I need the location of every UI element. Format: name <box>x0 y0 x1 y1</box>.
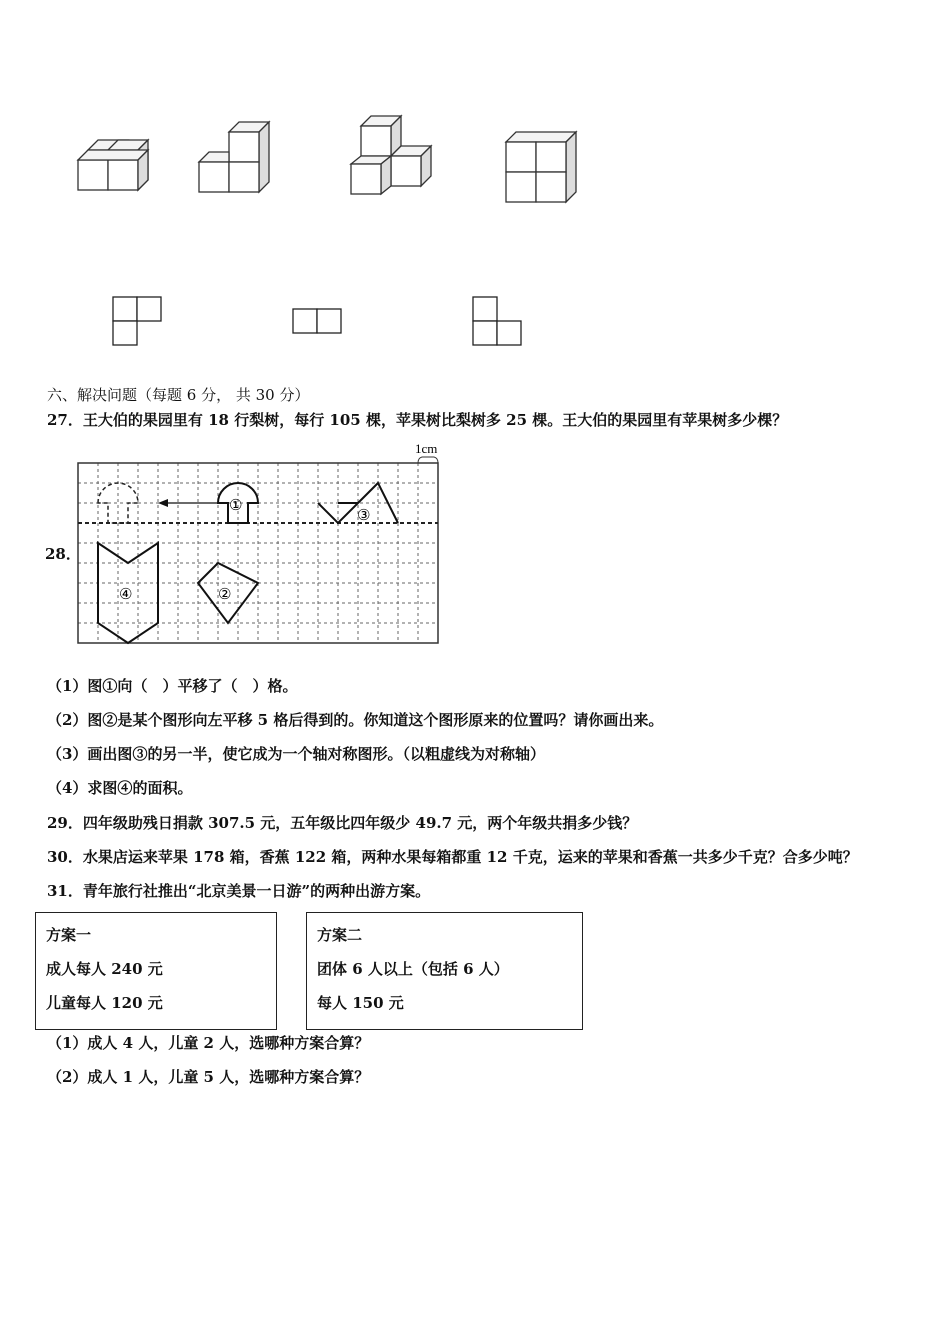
plan-2-line1: 团体 6 人以上（包括 6 人） <box>317 960 509 978</box>
plan-1-box <box>35 912 277 1030</box>
shape-4-label: ④ <box>119 585 133 603</box>
plan-1-line1: 成人每人 240 元 <box>46 960 163 978</box>
question-29: 29．四年级助残日捐款 307.5 元，五年级比四年级少 49.7 元，两个年级共捐多少钱？ <box>47 814 638 832</box>
cube-figure-1 <box>78 140 148 190</box>
question-31: 31．青年旅行社推出“北京美景一日游”的两种出游方案。 <box>47 882 431 900</box>
section-six-heading: 六、解决问题（每题 6 分， 共 30 分） <box>47 386 310 404</box>
cube-figures-row <box>0 100 950 320</box>
q28-sub3: （3）画出图③的另一半，使它成为一个轴对称图形。（以粗虚线为对称轴） <box>47 745 545 763</box>
shape-3-label: ③ <box>357 506 371 524</box>
question-27: 27．王大伯的果园里有 18 行梨树，每行 105 棵，苹果树比梨树多 25 棵。王大伯的果园里有苹果树多少棵？ <box>47 411 788 429</box>
view-l-shape <box>113 297 161 345</box>
cube-figure-3 <box>351 116 431 194</box>
grid-scale-label: 1cm <box>415 441 438 456</box>
grid-lines <box>78 463 438 643</box>
question-30: 30．水果店运来苹果 178 箱，香蕉 122 箱，两种水果每箱都重 12 千克，运来的苹果和香蕉一共多少千克？合多少吨？ <box>47 848 858 866</box>
q31-sub1: （1）成人 4 人，儿童 2 人，选哪种方案合算？ <box>47 1034 370 1052</box>
q28-sub1: （1）图①向（ ）平移了（ ）格。 <box>47 677 298 695</box>
plan-2-box <box>306 912 583 1030</box>
q31-sub2: （2）成人 1 人，儿童 5 人，选哪种方案合算？ <box>47 1068 370 1086</box>
plan-1-title: 方案一 <box>46 926 92 944</box>
view-figures-row <box>0 296 950 356</box>
shape-2-label: ② <box>218 585 232 603</box>
plan-1-line2: 儿童每人 120 元 <box>46 994 163 1012</box>
question-28-number: 28． <box>45 545 81 563</box>
plan-2-line2: 每人 150 元 <box>317 994 404 1012</box>
q28-sub4: （4）求图④的面积。 <box>47 779 193 797</box>
plan-2-title: 方案二 <box>317 926 363 944</box>
q28-sub2: （2）图②是某个图形向左平移 5 格后得到的。你知道这个图形原来的位置吗？请你画出来。 <box>47 711 664 729</box>
view-corner-shape <box>473 297 521 345</box>
cube-figure-4 <box>506 132 576 202</box>
cube-figure-2 <box>199 122 269 192</box>
grid-figure <box>70 442 450 642</box>
view-two-squares <box>293 309 341 333</box>
shape-1-label: ① <box>229 496 243 514</box>
